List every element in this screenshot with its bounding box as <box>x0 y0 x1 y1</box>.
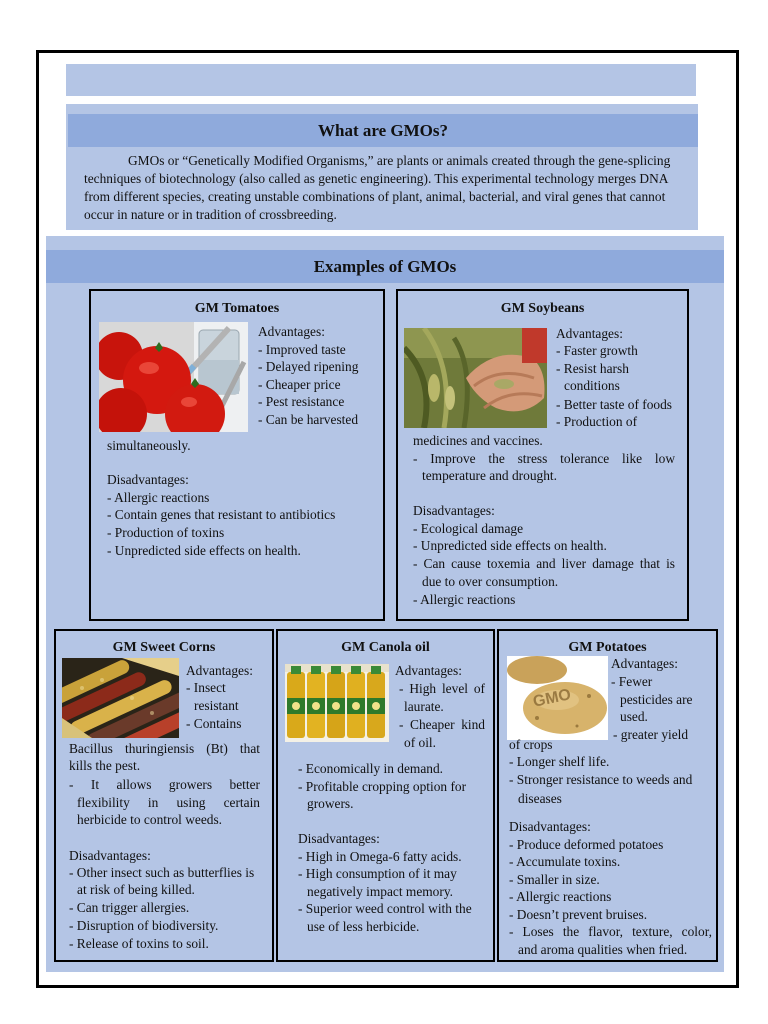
advantage-item: - Cheaper price <box>258 377 341 392</box>
disadvantage-item: - Allergic reactions <box>509 889 612 904</box>
card-title: GM Potatoes <box>568 640 647 655</box>
disadvantage-item: - Allergic reactions <box>107 490 210 505</box>
advantage-item: - Improved taste <box>258 342 346 357</box>
disadvantage-item: - Superior weed control with the <box>298 901 472 916</box>
advantage-item: - Can be harvested <box>258 412 359 427</box>
advantages-heading: Advantages: <box>556 326 623 341</box>
advantage-item: - Production of <box>556 414 638 429</box>
disadvantages-heading: Disadvantages: <box>107 472 189 487</box>
disadvantage-item: - High consumption of it may <box>298 866 457 881</box>
card-gm-soybeans <box>396 289 689 621</box>
disadvantage-item: - Can cause toxemia and liver damage that is <box>413 556 675 571</box>
disadvantage-item: - Contain genes that resistant to antibiotics <box>107 507 336 522</box>
advantage-item: - Cheaper kind <box>399 717 485 732</box>
advantage-item: - High level of <box>399 681 485 696</box>
advantage-item-cont: resistant <box>194 698 239 713</box>
disadvantage-item-cont: due to over consumption. <box>422 574 559 589</box>
gmo-stamp: GMO <box>531 686 573 711</box>
advantage-item: - Pest resistance <box>258 394 345 409</box>
advantage-item: - Better taste of foods <box>556 397 673 412</box>
disadvantage-item: - High in Omega-6 fatty acids. <box>298 849 462 864</box>
disadvantage-item: - Production of toxins <box>107 525 225 540</box>
advantage-continued: simultaneously. <box>107 438 191 453</box>
disadvantages-heading: Disadvantages: <box>298 831 380 846</box>
disadvantage-item: - Loses the flavor, texture, color, <box>509 924 712 939</box>
intro-title-bar <box>68 114 698 147</box>
disadvantages-heading: Disadvantages: <box>413 503 495 518</box>
advantage-item-cont: used. <box>620 709 648 724</box>
advantages-heading: Advantages: <box>258 324 325 339</box>
disadvantage-item: - Can trigger allergies. <box>69 900 190 915</box>
advantages-heading: Advantages: <box>186 663 253 678</box>
disadvantage-item-cont: and aroma qualities when fried. <box>518 942 688 957</box>
disadvantage-item: - Doesn’t prevent bruises. <box>509 907 648 922</box>
advantage-continued: of crops <box>509 737 553 752</box>
card-title: GM Sweet Corns <box>112 640 216 655</box>
advantages-heading: Advantages: <box>611 656 678 671</box>
advantage-continued: Bacillus thuringiensis (Bt) that <box>69 741 260 756</box>
advantage-continued: medicines and vaccines. <box>413 433 543 448</box>
examples-title: Examples of GMOs <box>313 256 457 276</box>
card-title: GM Soybeans <box>500 301 585 316</box>
intro-body: GMOs or “Genetically Modified Organisms,” are plants or animals created through the gene-splicing techniques of biotechnology (also called as genetic engineering). This experimental technology merges DNA from different species, creating unstable combinations of plant, animal, bacterial, and viral genes that cannot occur in nature or in tradition of crossbreeding. <box>84 153 671 222</box>
advantage-item-cont: temperature and drought. <box>422 468 557 483</box>
tomatoes-image <box>99 322 248 432</box>
advantage-item: - Faster growth <box>556 343 638 358</box>
disadvantages-heading: Disadvantages: <box>509 819 591 834</box>
disadvantage-item: - Smaller in size. <box>509 872 600 887</box>
advantage-item: - Contains <box>186 716 242 731</box>
advantage-item-cont: flexibility in using certain <box>77 795 260 810</box>
advantage-item: - Longer shelf life. <box>509 754 610 769</box>
potatoes-image <box>507 656 608 740</box>
card-gm-tomatoes <box>89 289 385 621</box>
advantage-item: - Insect <box>186 680 226 695</box>
card-title: GM Tomatoes <box>194 301 280 316</box>
disadvantage-item: - Other insect such as butterflies is <box>69 865 255 880</box>
card-gm-canola-oil <box>276 629 495 962</box>
card-gm-sweet-corns <box>54 629 274 962</box>
advantage-item: - Improve the stress tolerance like low <box>413 451 675 466</box>
soybeans-image <box>404 328 547 428</box>
advantage-item: - It allows growers better <box>69 777 260 792</box>
card-gm-potatoes <box>497 629 718 962</box>
disadvantages-heading: Disadvantages: <box>69 848 151 863</box>
advantage-continued: kills the pest. <box>69 758 141 773</box>
intro-title: What are GMOs? <box>317 120 448 140</box>
advantage-item: - Fewer <box>611 674 653 689</box>
sweet-corns-image <box>62 658 179 738</box>
disadvantage-item-cont: negatively impact memory. <box>307 884 454 899</box>
disadvantage-item: - Unpredicted side effects on health. <box>413 538 607 553</box>
disadvantage-item: - Disruption of biodiversity. <box>69 918 219 933</box>
advantage-item: - Profitable cropping option for <box>298 779 467 794</box>
advantage-item-cont: pesticides are <box>620 692 693 707</box>
advantage-item-cont: diseases <box>518 791 562 806</box>
advantage-item-cont: of oil. <box>404 735 436 750</box>
advantage-item: - Delayed ripening <box>258 359 359 374</box>
examples-title-bar <box>46 250 724 283</box>
advantage-item-cont: laurate. <box>404 699 444 714</box>
advantage-item-cont: growers. <box>307 796 354 811</box>
disadvantage-item: - Release of toxins to soil. <box>69 936 209 951</box>
advantage-item: - Resist harsh <box>556 361 629 376</box>
disadvantage-item: - Allergic reactions <box>413 592 516 607</box>
advantage-item: - Stronger resistance to weeds and <box>509 772 693 787</box>
disadvantage-item: - Unpredicted side effects on health. <box>107 543 301 558</box>
disadvantage-item: - Produce deformed potatoes <box>509 837 664 852</box>
advantage-item: conditions <box>564 378 620 393</box>
disadvantage-item: - Ecological damage <box>413 521 524 536</box>
advantages-heading: Advantages: <box>395 663 462 678</box>
disadvantage-item: - Accumulate toxins. <box>509 854 621 869</box>
advantage-item: - Economically in demand. <box>298 761 444 776</box>
card-title: GM Canola oil <box>341 640 430 655</box>
disadvantage-item-cont: at risk of being killed. <box>77 882 195 897</box>
advantage-item-cont: herbicide to control weeds. <box>77 812 223 827</box>
header-banner <box>66 64 696 96</box>
disadvantage-item-cont: use of less herbicide. <box>307 919 420 934</box>
canola-oil-image <box>285 664 389 742</box>
advantage-item: - greater yield <box>613 727 689 742</box>
